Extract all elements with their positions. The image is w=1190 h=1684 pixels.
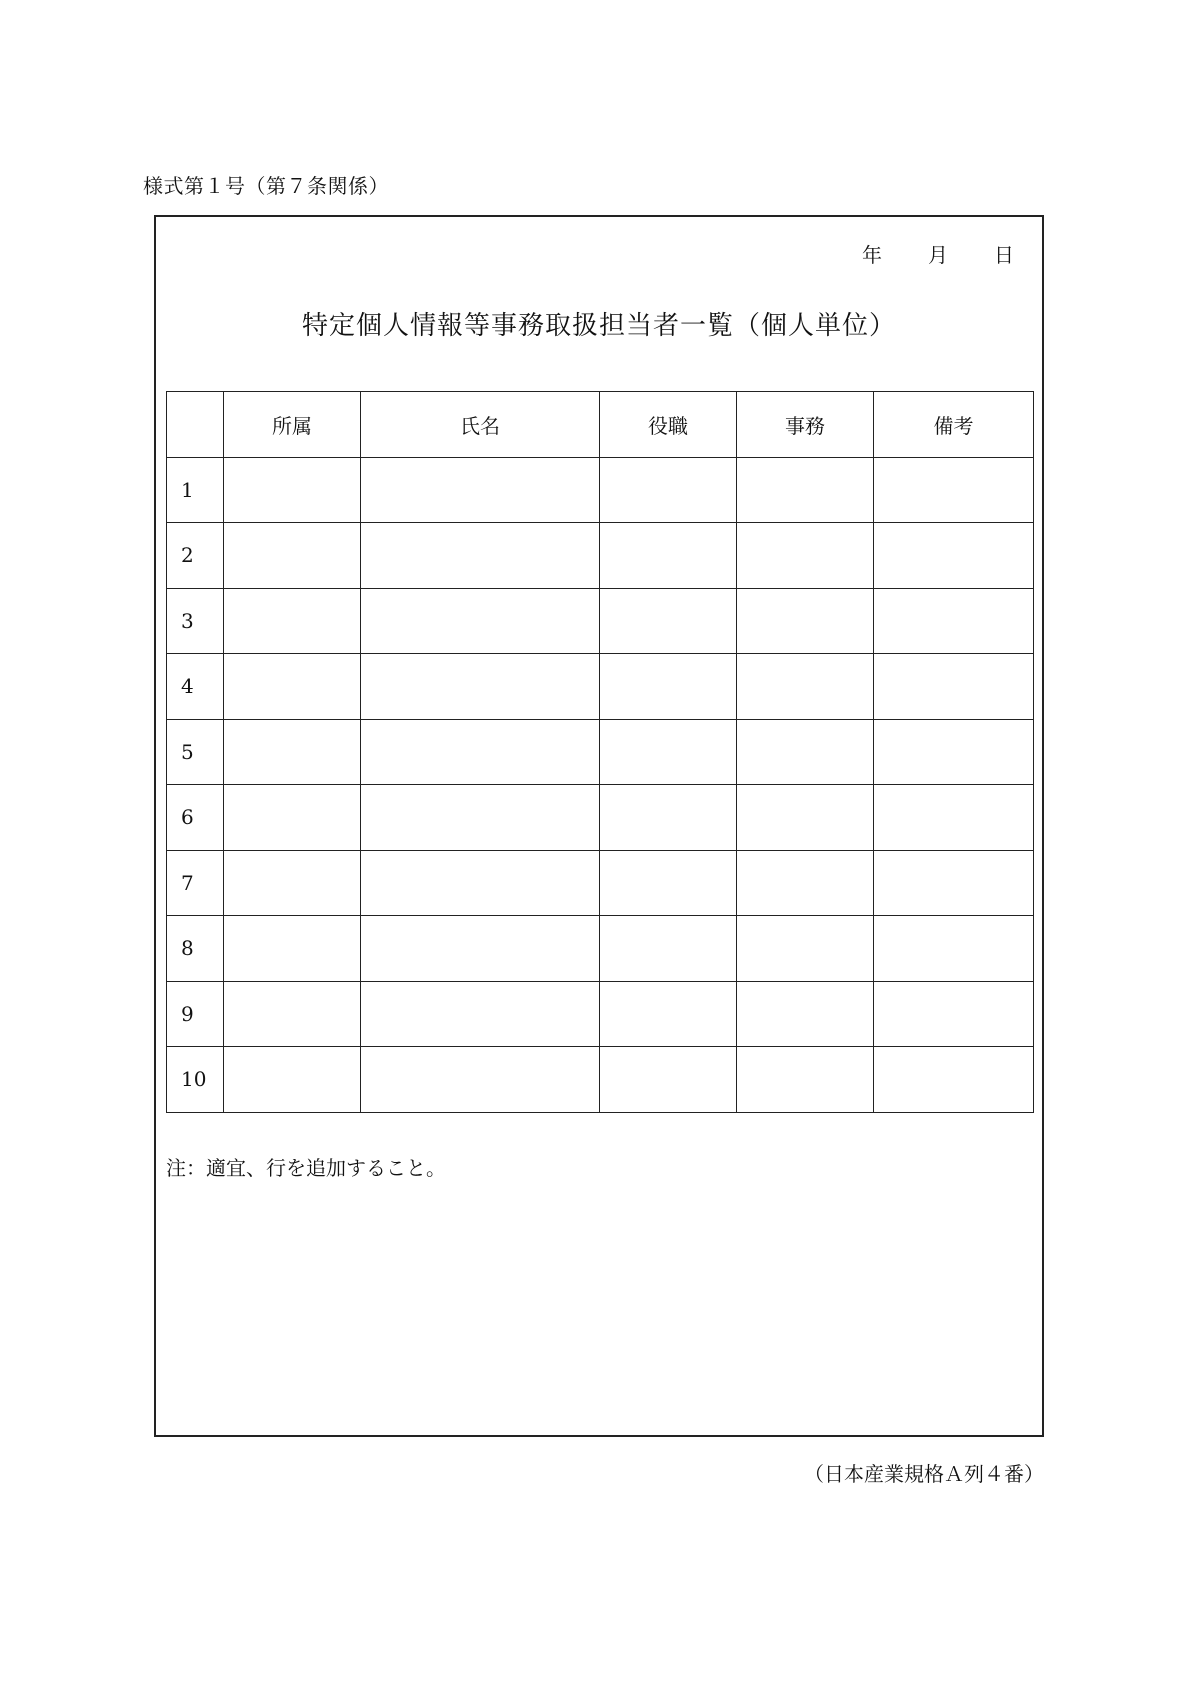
row-number: 3	[167, 588, 224, 654]
table-row	[167, 1047, 1034, 1113]
month-label: 月	[928, 243, 948, 267]
form-frame	[154, 215, 1044, 1437]
affiliation-cell[interactable]	[224, 654, 361, 720]
name-cell[interactable]	[361, 850, 600, 916]
position-cell[interactable]	[600, 457, 737, 523]
row-number: 9	[167, 981, 224, 1047]
position-cell[interactable]	[600, 850, 737, 916]
table-row	[167, 588, 1034, 654]
affiliation-cell[interactable]	[224, 785, 361, 851]
year-label: 年	[862, 243, 882, 267]
name-cell[interactable]	[361, 457, 600, 523]
affiliation-cell[interactable]	[224, 981, 361, 1047]
table-header-row	[167, 392, 1034, 458]
table-row	[167, 719, 1034, 785]
duties-cell[interactable]	[737, 523, 874, 589]
header-remarks: 備考	[874, 392, 1034, 458]
name-cell[interactable]	[361, 981, 600, 1047]
affiliation-cell[interactable]	[224, 457, 361, 523]
remarks-cell[interactable]	[874, 916, 1034, 982]
row-number: 8	[167, 916, 224, 982]
position-cell[interactable]	[600, 588, 737, 654]
affiliation-cell[interactable]	[224, 588, 361, 654]
duties-cell[interactable]	[737, 916, 874, 982]
affiliation-cell[interactable]	[224, 719, 361, 785]
affiliation-cell[interactable]	[224, 1047, 361, 1113]
remarks-cell[interactable]	[874, 457, 1034, 523]
name-cell[interactable]	[361, 719, 600, 785]
position-cell[interactable]	[600, 654, 737, 720]
duties-cell[interactable]	[737, 719, 874, 785]
table-row	[167, 457, 1034, 523]
position-cell[interactable]	[600, 785, 737, 851]
name-cell[interactable]	[361, 654, 600, 720]
header-name: 氏名	[361, 392, 600, 458]
header-affiliation: 所属	[224, 392, 361, 458]
affiliation-cell[interactable]	[224, 523, 361, 589]
duties-cell[interactable]	[737, 981, 874, 1047]
date-line	[862, 239, 1014, 268]
position-cell[interactable]	[600, 523, 737, 589]
remarks-cell[interactable]	[874, 719, 1034, 785]
row-number: 5	[167, 719, 224, 785]
row-number: 10	[167, 1047, 224, 1113]
duties-cell[interactable]	[737, 588, 874, 654]
name-cell[interactable]	[361, 1047, 600, 1113]
name-cell[interactable]	[361, 523, 600, 589]
table-row	[167, 654, 1034, 720]
row-number: 7	[167, 850, 224, 916]
duties-cell[interactable]	[737, 654, 874, 720]
row-number: 2	[167, 523, 224, 589]
remarks-cell[interactable]	[874, 1047, 1034, 1113]
name-cell[interactable]	[361, 785, 600, 851]
duties-cell[interactable]	[737, 1047, 874, 1113]
paper-size-note: （日本産業規格Ａ列４番）	[804, 1462, 1044, 1486]
remarks-cell[interactable]	[874, 654, 1034, 720]
staff-roster-table	[166, 391, 1034, 1113]
header-position: 役職	[600, 392, 737, 458]
table-row	[167, 850, 1034, 916]
header-number	[167, 392, 224, 458]
duties-cell[interactable]	[737, 850, 874, 916]
name-cell[interactable]	[361, 588, 600, 654]
remarks-cell[interactable]	[874, 523, 1034, 589]
row-number: 4	[167, 654, 224, 720]
document-title: 特定個人情報等事務取扱担当者一覧（個人単位）	[301, 311, 896, 341]
table-row	[167, 785, 1034, 851]
row-number: 1	[167, 457, 224, 523]
position-cell[interactable]	[600, 1047, 737, 1113]
name-cell[interactable]	[361, 916, 600, 982]
duties-cell[interactable]	[737, 785, 874, 851]
remarks-cell[interactable]	[874, 981, 1034, 1047]
position-cell[interactable]	[600, 916, 737, 982]
table-row	[167, 981, 1034, 1047]
position-cell[interactable]	[600, 719, 737, 785]
affiliation-cell[interactable]	[224, 916, 361, 982]
form-number: 様式第１号（第７条関係）	[143, 174, 389, 198]
remarks-cell[interactable]	[874, 588, 1034, 654]
position-cell[interactable]	[600, 981, 737, 1047]
day-label: 日	[994, 243, 1014, 267]
affiliation-cell[interactable]	[224, 850, 361, 916]
table-row	[167, 916, 1034, 982]
remarks-cell[interactable]	[874, 850, 1034, 916]
row-number: 6	[167, 785, 224, 851]
remarks-cell[interactable]	[874, 785, 1034, 851]
duties-cell[interactable]	[737, 457, 874, 523]
header-duties: 事務	[737, 392, 874, 458]
table-row	[167, 523, 1034, 589]
footnote: 注：適宜、行を追加すること。	[166, 1156, 446, 1180]
